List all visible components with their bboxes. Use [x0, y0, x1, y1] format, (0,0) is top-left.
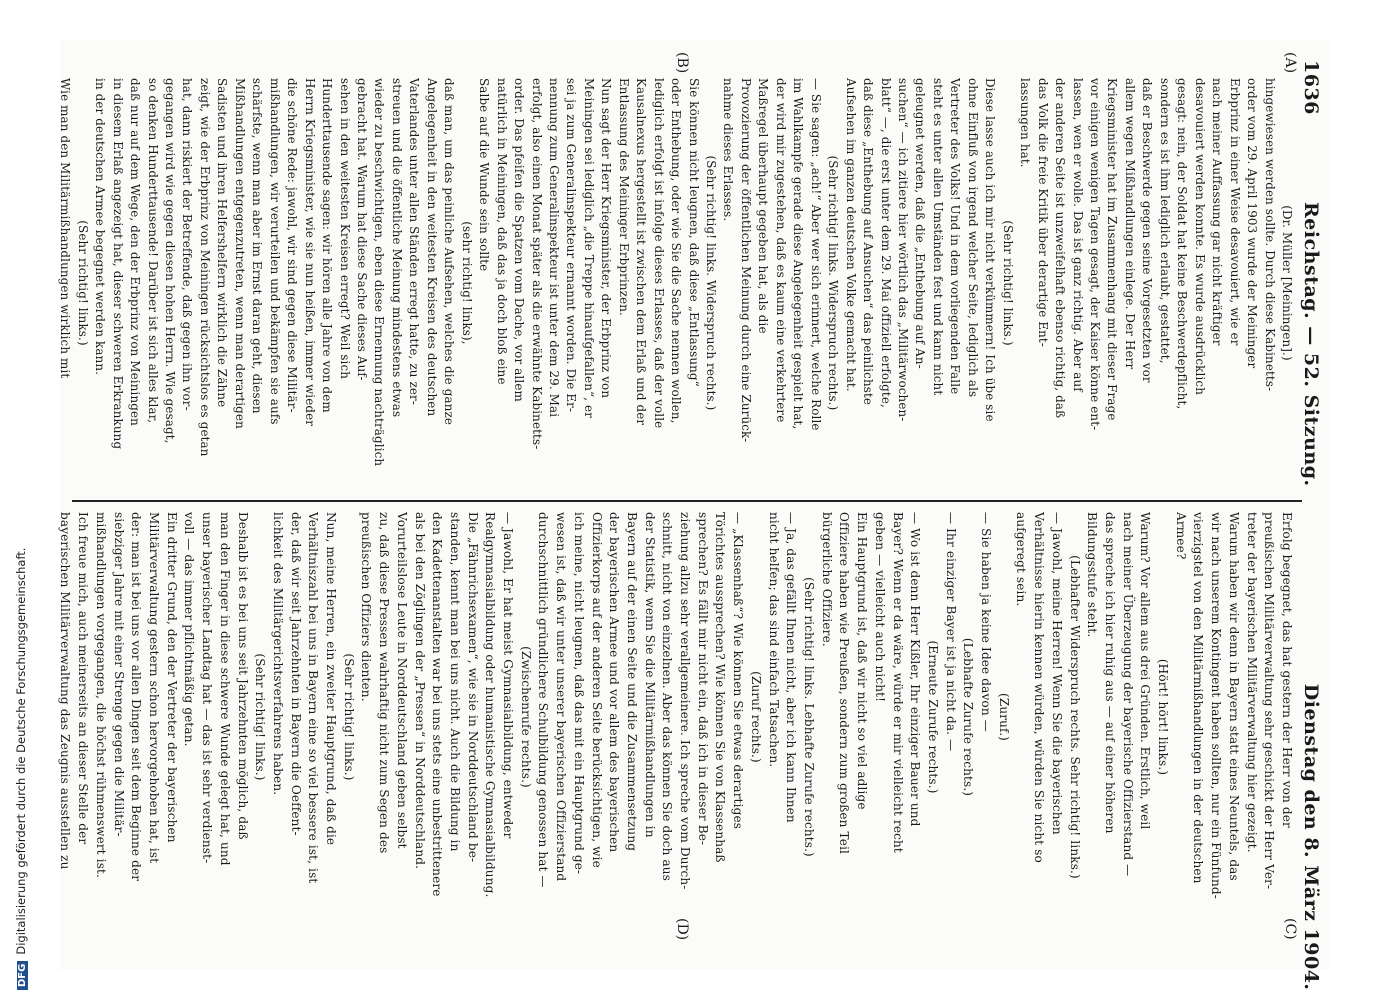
text-line: daß nur auf dem Wege, den der Erbprinz von Meiningen — [128, 78, 143, 426]
text-line: sprechen? Es fällt mir nicht ein, daß ich in dieser Be- — [695, 512, 710, 846]
text-line: Warum? Vor allem aus drei Gründen. Erstlich, weil — [1138, 512, 1153, 830]
text-line: steht es unter allen Umständen fest und kann nicht — [930, 78, 945, 396]
text-line: die schöne Rede: jawohl, wir sind gegen diese Militär- — [285, 78, 300, 413]
text-line: ziehung allzu sehr verallgemeinere. Ich spreche vom Durch- — [678, 512, 693, 890]
text-line: hingewiesen werden sollte. Durch diese Kabinetts- — [1262, 78, 1277, 392]
text-line: oder Enthebung, oder wie Sie die Sache nennen wollen, — [669, 78, 684, 424]
text-line: Salbe auf die Wunde sein sollte — [477, 78, 492, 272]
text-line: Armee? — [1173, 512, 1188, 560]
text-line: Törichtes aussprechen? Wie können Sie von Klassenhaß — [713, 512, 728, 863]
text-line: der anderen Seite ist unzweifelhaft ebenso richtig, daß — [1053, 78, 1068, 419]
text-line: Verhältnisse hierin kennen würden, würden Sie nicht so — [1032, 512, 1047, 863]
column-divider — [72, 500, 1302, 502]
text-line: lassungen hat. — [1018, 78, 1033, 168]
text-line: preußischen Offiziers dienten. — [359, 512, 374, 702]
text-line: (Sehr richtig! links.) — [341, 653, 356, 781]
text-line: Nun, meine Herren, ein zweiter Hauptgrund, daß die — [324, 512, 339, 846]
text-line: Deshalb ist es bei uns seit Jahrzehnten möglich, daß — [235, 512, 250, 840]
text-line: zeigt, wie der Erbprinz von Meiningen rücksichtslos es getan — [197, 78, 212, 457]
text-line: allem wegen Mißhandlungen einlege. Der Herr — [1122, 78, 1137, 370]
margin-marker-d: (D) — [674, 918, 690, 941]
text-line: gebracht hat. Warum hat diese Sache dieses Auf- — [354, 78, 369, 381]
text-line: als bei den Zöglingen der „Pressen“ in Norddeutschland. — [412, 512, 427, 870]
text-line: unser bayerischer Landtag hat — das ist sehr verdienst- — [200, 512, 215, 864]
text-line: — Ihr einziger Bayer ist ja nicht da. — — [943, 512, 958, 752]
text-line: Hunderttausende sagen: wir hören alle Jahre von dem — [320, 78, 335, 413]
text-line: (Erneute Zurufe rechts.) — [925, 640, 940, 794]
text-line: sondern es ist ihm lediglich erlaubt, gestattet, — [1157, 78, 1172, 364]
text-line: das Volk die freie Kritik über derartige Ent- — [1035, 78, 1050, 348]
text-line: (Lebhafter Widerspruch rechts. Sehr richtig! links.) — [1067, 555, 1082, 879]
text-line: siebziger Jahre mit einer Strenge gegen die Militär- — [111, 512, 126, 837]
text-line: lichkeit des Militärgerichtsverfahrens haben. — [270, 512, 285, 796]
text-line: in der deutschen Armee begegnet werden kann. — [93, 78, 108, 376]
text-line: Provozierung der öffentlichen Meinung durch eine Zurück- — [738, 78, 753, 443]
text-line: daß er Beschwerde gegen seine Vorgesetzten vor — [1140, 78, 1155, 383]
text-line: Erfolg begegnet, das hat gestern der Herr von der — [1280, 512, 1294, 828]
text-line: das spreche ich hier ruhig aus — auf einer höheren — [1102, 512, 1117, 834]
text-line: gegangen wird wie gegen diesen hohen Herrn. Wie gesagt, — [163, 78, 177, 444]
text-line: (Zwischenrufe rechts.) — [518, 646, 533, 788]
dfg-logo: DFG — [17, 961, 28, 990]
text-line: den Kadettenanstalten war bei uns stets eine unbestrittenere — [430, 512, 445, 897]
text-line: Verhältniszahl bei uns in Bayern eine so viel bessere ist, ist — [306, 512, 321, 884]
page-header — [1300, 60, 1322, 991]
text-line: Nun sagt der Herr Kriegsminister, der Erbprinz von — [599, 78, 614, 399]
footer-text: Digitalisierung gefördert durch die Deutsche Forschungsgemeinschaft. — [14, 547, 28, 955]
text-line: Wie man den Militärmißhandlungen wirklich mit — [58, 78, 73, 379]
text-line: (Lebhafte Zurufe rechts.) — [961, 637, 976, 797]
text-line: schärfste, wenn man aber im Ernst daran geht, diesen — [250, 78, 265, 414]
text-line: erfolgt, also einen Monat später als die erwähnte Kabinetts- — [529, 78, 544, 450]
text-line: Offiziere haben wie Preußen, sondern zum großen Teil — [837, 512, 852, 855]
text-line: im Wahlkampfe gerade diese Angelegenheit gespielt hat, — [791, 78, 806, 430]
margin-marker-b: (B) — [674, 52, 690, 74]
text-line: Aufsehen im ganzen deutschen Volke gemacht hat. — [843, 78, 858, 392]
text-line: standen, kennt man bei uns nicht. Auch die Bildung in — [447, 512, 462, 852]
text-line: sei ja zum Generalinspekteur ernannt worden. Die Er- — [564, 78, 579, 413]
text-line: bayerischen Militärverwaltung das Zeugnis ausstellen zu — [58, 512, 73, 870]
text-line: nennung zum Generalinspekteur ist unter dem 29. Mai — [546, 78, 561, 418]
text-line: Diese lasse auch ich mir nicht verkümmern! Ich übe sie — [983, 78, 998, 422]
text-line: in diesem Erlaß angezeigt hat, dieser schweren Erkrankung — [110, 78, 125, 450]
text-line: Ein Hauptgrund ist, daß wir nicht so viel adlige — [855, 512, 870, 810]
digitization-footer — [14, 548, 28, 990]
text-line: nahme dieses Erlasses. — [721, 78, 736, 222]
text-line: Meiningen sei lediglich „die Treppe hinaufgefallen“, er — [581, 78, 596, 419]
text-line: (Sehr richtig! links. Widerspruch rechts.) — [704, 155, 719, 411]
text-line: so denken Hunderttausende! Darüber ist sich alles klar, — [145, 78, 160, 424]
text-line: Angelegenheit in den weitesten Kreisen des deutschen — [424, 78, 439, 417]
text-line: (Sehr richtig! links.) — [75, 220, 90, 346]
text-line: schnitt, nicht von einzelnen. Aber das können Sie doch aus — [660, 512, 675, 881]
text-line: daß man, um das peinliche Aufsehen, welches die ganze — [442, 78, 457, 426]
text-line: nach meiner Überzeugung der bayerische Offizierstand — — [1120, 512, 1135, 877]
text-line: (Sehr richtig! links. Lebhafte Zurufe rechts.) — [802, 577, 817, 857]
text-line: mißhandlungen, wir verurteilen und bekämpfen sie aufs — [267, 78, 282, 425]
text-line: daß diese „Enthebung auf Ansuchen“ das peinlichste — [861, 78, 876, 406]
text-line: geleugnet werden, daß die „Enthebung auf An- — [913, 78, 928, 369]
text-line: lassen, wen er wolle. Das ist ganz richtig. Aber auf — [1070, 78, 1085, 392]
text-line: natürlich in Meiningen, daß das ja doch bloß eine — [494, 78, 509, 385]
text-line: wieder zu beschwichtigen, eben diese Ernennung nachträglich — [372, 78, 387, 467]
text-line: Ich freue mich, auch meinerseits an dieser Stelle der — [76, 512, 91, 845]
text-line: Entlassung des Meininger Erbprinzen. — [616, 78, 631, 316]
text-line: Bildungsstufe steht. — [1085, 512, 1100, 638]
text-line: Bayern auf der einen Seite und die Zusammensetzung — [624, 512, 639, 852]
text-line: preußischen Militärverwaltung sehr geschickt der Herr Ver- — [1262, 512, 1277, 890]
text-line: suchen“ — ich zitiere hier wörtlich das „Militärwochen- — [896, 78, 911, 422]
text-line: vor einigen wenigen Tagen gesagt, der Kaiser könne ent- — [1088, 78, 1103, 431]
session-date: Dienstag den 8. März 1904. — [1300, 683, 1322, 991]
text-line: der: man ist bei uns vor allen Dingen seit dem Beginne der — [129, 512, 144, 882]
text-line: (Zuruf.) — [996, 692, 1011, 742]
text-line: (Sehr richtig! links. Widerspruch rechts.) — [826, 155, 841, 411]
text-line: der Statistik, wenn Sie die Militärmißhandlungen in — [642, 512, 657, 838]
text-line: desavouiert werden konnte. Es wurde ausdrücklich — [1192, 78, 1207, 395]
text-line: ich meine, nicht leugnen, daß das mit ein Hauptgrund ge- — [571, 512, 586, 875]
text-line: der bayerischen Armee und vor allem des bayerischen — [607, 512, 622, 853]
text-line: Warum haben wir denn in Bayern statt eines Neuntels, das — [1226, 512, 1241, 881]
text-line: treter der bayerischen Militärverwaltung hier gezeigt. — [1244, 512, 1259, 853]
text-line: (Sehr richtig! links.) — [253, 653, 268, 781]
text-line: Offizierkorps auf der anderen Seite berücksichtigen, wie — [589, 512, 604, 868]
text-line: Maßregel überhaupt gegeben hat, als die — [756, 78, 771, 334]
text-line: (Zuruf rechts.) — [748, 671, 763, 763]
text-line: wir nach unserem Kontingent haben sollten, nur ein Fünfund- — [1209, 512, 1224, 899]
text-line: der, daß wir seit Jahrzehnten in Bayern die Oeffent- — [288, 512, 303, 836]
text-line: Ein dritter Grund, den der Vertreter der bayerischen — [164, 512, 179, 843]
text-line: Vorurteilslose Leute in Norddeutschland geben selbst — [394, 512, 409, 849]
text-line: ohne Einfluß von irgend welcher Seite, lediglich als — [965, 78, 980, 398]
text-line: — Wo ist denn Herr Kißler, Ihr einziger Bauer und — [908, 512, 923, 827]
text-line: blatt“ —, die erst unter dem 29. Mai offiziell erfolgte, — [878, 78, 893, 408]
text-line: Kausalnexus hergestellt ist zwischen dem Erlaß und der — [634, 78, 649, 426]
text-line: gesagt: nein, der Soldat hat keine Beschwerdepflicht, — [1175, 78, 1190, 410]
text-line: nicht helfen; das sind einfach Tatsachen. — [766, 512, 781, 768]
text-line: Die „Fähnrichsexamen“, wie sie in Norddeutschland be- — [465, 512, 480, 863]
left-text-column — [56, 78, 1295, 488]
text-line: — Sie sagen: „ach!“ Aber wer sich erinnert, welche Rolle — [808, 78, 823, 431]
text-line: — Sie haben ja keine Idee davon — — [979, 512, 994, 732]
text-line: (sehr richtig! links), — [459, 221, 474, 345]
margin-marker-c: (C) — [1282, 918, 1298, 940]
text-line: — Ja, das gefällt Ihnen nicht, aber ich kann Ihnen — [784, 512, 799, 823]
right-text-column — [56, 512, 1295, 922]
page-number: 1636 — [1300, 60, 1322, 115]
text-line: mißhandlungen vorgegangen, die höchst rühmenswert ist. — [93, 512, 108, 878]
text-line: — Jawohl, Er hat meist Gymnasialbildung, entweder — [501, 512, 516, 839]
text-line: (Dr. Müller [Meiningen].) — [1280, 205, 1294, 361]
text-line: zu, daß diese Pressen wahrhaftig nicht zum Segen des — [377, 512, 392, 854]
text-line: der wird mir zugestehen, daß es kaum eine verkehrtere — [773, 78, 788, 423]
text-line: Realgymnasialbildung oder humanistische Gymnasialbildung. — [483, 512, 498, 898]
text-line: voll — das immer pflichtmäßig getan. — [182, 512, 197, 747]
text-line: Vertreter des Volks! Und in dem vorliegenden Falle — [948, 78, 963, 395]
text-line: (Sehr richtig! links.) — [1000, 220, 1015, 346]
text-line: Mißhandlungen entgegenzutreten, wenn man derartigen — [232, 78, 247, 429]
text-line: geben — vielleicht auch nicht! — [872, 512, 887, 703]
text-line: Sadisten und ihren Helfershelfern wirklich die Zähne — [215, 78, 230, 408]
text-line: order. Das pfeifen die Spatzen vom Dache, vor allem — [512, 78, 527, 402]
text-line: — „Klassenhaß“? Wie können Sie etwas derartiges — [731, 512, 746, 830]
running-title: Reichstag. — 52. Sitzung. — [1300, 202, 1322, 487]
text-line: Sie können nicht leugnen, daß diese „Entlassung“ — [686, 78, 701, 387]
text-line: bürgerliche Offiziere. — [819, 512, 834, 647]
text-line: — Jawohl, meine Herren! Wenn Sie die bayerischen — [1049, 512, 1064, 835]
text-line: nach meiner Auffassung gar nicht kräftiger — [1210, 78, 1225, 346]
text-line: Militärverwaltung gestern schon hervorgehoben hat, ist — [147, 512, 161, 864]
text-line: durchschnittlich gründlichere Schulbildung genossen hat — — [536, 512, 551, 888]
text-line: lediglich erfolgt ist infolge dieses Erlasses, daß der volle — [651, 78, 666, 429]
text-line: Herrn Kriegsminister, wie sie nun heißen, immer wieder — [302, 78, 317, 427]
text-line: man den Finger in diese schwere Wunde gelegt hat, und — [217, 512, 232, 866]
margin-marker-a: (A) — [1282, 52, 1298, 74]
text-line: Kriegsminister hat im Zusammenhang mit dieser Frage — [1105, 78, 1120, 421]
text-line: Vaterlandes unter allen Ständen erregt hatte, zu zer- — [407, 78, 422, 406]
text-line: (Hört! hört! links.) — [1156, 658, 1171, 776]
text-line: hat, dann riskiert der Betreffende, daß gegen ihn vor- — [180, 78, 195, 411]
text-line: aufgeregt sein. — [1014, 512, 1029, 607]
text-line: Bayer? Wenn er da wäre, würde er mir vielleicht recht — [890, 512, 905, 853]
text-line: streuen und die öffentliche Meinung mindestens etwas — [389, 78, 404, 418]
text-line: order vom 29. April 1903 wurde der Meininger — [1245, 78, 1260, 369]
text-line: vierzigstel von den Militärmißhandlungen in der deutschen — [1191, 512, 1206, 884]
text-line: sehen in den weitesten Kreisen erregt? Weil sich — [337, 78, 352, 380]
text-line: wesen ist, daß wir unter unserer bayerischen Offizierstand — [554, 512, 569, 882]
text-line: Erbprinz in einer Weise desavouiert, wie er — [1227, 78, 1242, 346]
